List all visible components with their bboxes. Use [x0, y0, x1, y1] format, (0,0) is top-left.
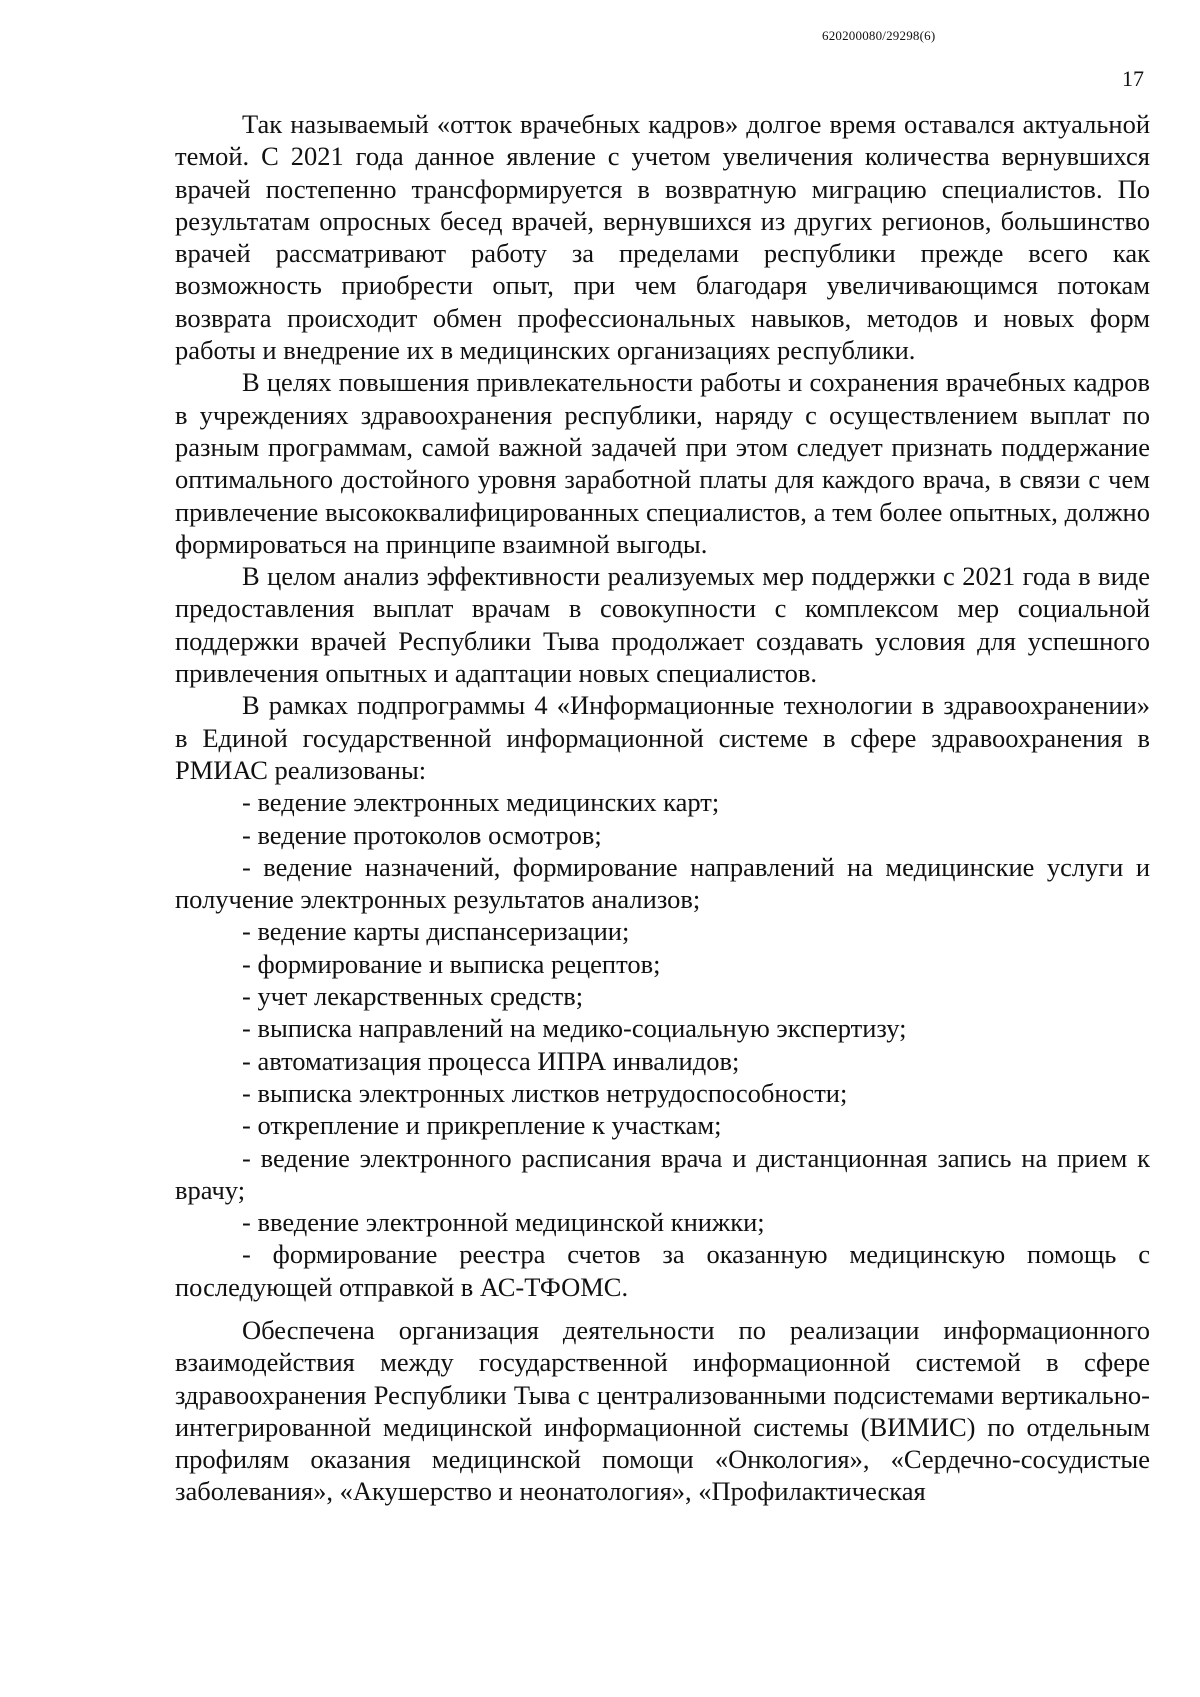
list-item: - введение электронной медицинской книжки;: [242, 1207, 765, 1238]
list-item: - выписка направлений на медико-социальную экспертизу;: [242, 1013, 907, 1044]
page-number: 17: [1122, 66, 1144, 91]
list-item: - открепление и прикрепление к участкам;: [242, 1110, 722, 1141]
list-item: - ведение карты диспансеризации;: [242, 916, 630, 947]
list-item: - автоматизация процесса ИПРА инвалидов;: [242, 1045, 740, 1076]
list-item: - ведение назначений, формирование направлений на медицинские услуги и получение электронных результатов анализов;: [175, 851, 1150, 915]
list-item: - ведение протоколов осмотров;: [242, 819, 602, 850]
body-text: [175, 108, 1150, 1508]
list-item: - учет лекарственных средств;: [242, 981, 584, 1012]
list-item: - ведение электронного расписания врача и дистанционная запись на прием к врачу;: [175, 1142, 1150, 1205]
paragraph: Обеспечена организация деятельности по реализации информационного взаимодействия между государственной информационной системой в сфере здравоохранения Республики Тыва с централизованными подсистемами вертикально-интегрированной медицинской информационной системы (ВИМИС) по отдельным профилям оказания медицинской помощи «Онкология», «Сердечно-сосудистые заболевания», «Акушерство и неонатология», «Профилактическая: [175, 1314, 1150, 1507]
paragraph: Так называемый «отток врачебных кадров» долгое время оставался актуальной темой. С 2021 года данное явление с учетом увеличения количества вернувшихся врачей постепенно трансформируется в возвратную миграцию специалистов. По результатам опросных бесед врачей, вернувшихся из других регионов, большинство врачей рассматривают работу за пределами республики прежде всего как возможность приобрести опыт, при чем благодаря увеличивающимся потокам возврата происходит обмен профессиональных навыков, методов и новых форм работы и внедрение их в медицинских организациях республики.: [175, 109, 1150, 366]
paragraph: В целях повышения привлекательности работы и сохранения врачебных кадров в учреждениях здравоохранения республики, наряду с осуществлением выплат по разным программам, самой важной задачей при этом следует признать поддержание оптимального достойного уровня заработной платы для каждого врача, в связи с чем привлечение высококвалифицированных специалистов, а тем более опытных, должно формироваться на принципе взаимной выгоды.: [175, 367, 1150, 559]
document-id: 620200080/29298(6): [822, 28, 936, 43]
list-item: - формирование и выписка рецептов;: [242, 948, 661, 979]
paragraph: В целом анализ эффективности реализуемых мер поддержки с 2021 года в виде предоставления выплат врачам в совокупности с комплексом мер социальной поддержки врачей Республики Тыва продолжает создавать условия для успешного привлечения опытных и адаптации новых специалистов.: [175, 561, 1150, 689]
bullet-list: [175, 786, 1150, 1303]
list-item: - выписка электронных листков нетрудоспособности;: [242, 1077, 848, 1108]
paragraph: В рамках подпрограммы 4 «Информационные технологии в здравоохранении» в Единой государственной информационной системе в сфере здравоохранения в РМИАС реализованы:: [175, 690, 1150, 785]
list-item: - ведение электронных медицинских карт;: [242, 787, 720, 818]
list-item: - формирование реестра счетов за оказанную медицинскую помощь с последующей отправкой в АС-ТФОМС.: [175, 1239, 1150, 1302]
